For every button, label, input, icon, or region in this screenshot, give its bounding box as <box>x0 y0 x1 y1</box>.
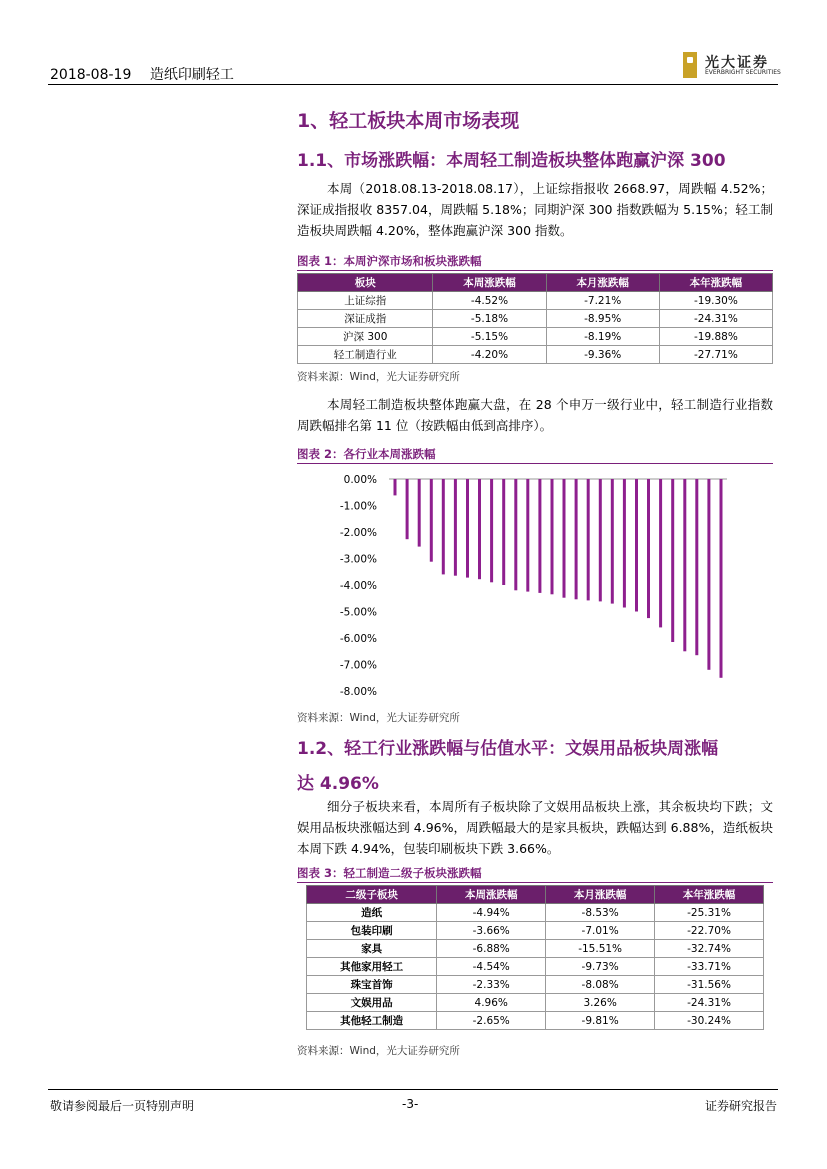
chart-bar <box>454 479 457 576</box>
footer-report-type: 证券研究报告 <box>705 1099 778 1113</box>
table-cell: -8.19% <box>546 328 659 346</box>
logo-mark-icon <box>683 52 697 78</box>
table-cell: -31.56% <box>655 976 764 994</box>
table-cell: 轻工制造行业 <box>298 346 433 364</box>
table-cell: 造纸 <box>307 904 437 922</box>
table-cell: -8.95% <box>546 310 659 328</box>
page-number: -3- <box>402 1097 419 1111</box>
table-cell: -2.65% <box>437 1012 546 1030</box>
chart-bar <box>418 479 421 547</box>
footer-disclaimer: 敬请参阅最后一页特别声明 <box>50 1099 195 1113</box>
chart-bar <box>563 479 566 598</box>
chart-bar <box>587 479 590 600</box>
table-cell: -4.52% <box>433 292 546 310</box>
table-row <box>307 994 764 1012</box>
table-cell: -4.54% <box>437 958 546 976</box>
company-logo <box>683 52 783 78</box>
table-row <box>298 328 773 346</box>
section-1-1-title: 1.1、市场涨跌幅：本周轻工制造板块整体跑赢沪深 300 <box>297 151 726 171</box>
table-cell: -19.88% <box>659 328 772 346</box>
y-tick-label: -3.00% <box>339 553 377 566</box>
page-header <box>50 64 248 84</box>
chart-bar <box>720 479 723 678</box>
section-1-2-title <box>297 734 718 794</box>
table-cell: 3.26% <box>546 994 655 1012</box>
table-cell: -9.81% <box>546 1012 655 1030</box>
table-cell: -4.20% <box>433 346 546 364</box>
table-cell: -2.33% <box>437 976 546 994</box>
chart-bar <box>551 479 554 594</box>
table-cell: -33.71% <box>655 958 764 976</box>
chart-bar <box>466 479 469 578</box>
chart-bar <box>394 479 397 495</box>
table-row <box>298 292 773 310</box>
column-header: 本年涨跌幅 <box>655 886 764 904</box>
section-1-2-paragraph: 细分子板块来看，本周所有子板块除了文娱用品板块上涨，其余板块均下跌；文娱用品板块涨幅达到 4.96%，周跌幅最大的是家具板块，跌幅达到 6.88%，造纸板块本周下跌 4.94%，包装印刷板块下跌 3.66%。 <box>297 799 773 856</box>
table-row <box>298 310 773 328</box>
table-cell: 家具 <box>307 940 437 958</box>
market-performance-table <box>297 273 773 364</box>
y-tick-label: 0.00% <box>343 474 377 486</box>
table-cell: -9.36% <box>546 346 659 364</box>
chart-bar <box>707 479 710 670</box>
table-cell: -9.73% <box>546 958 655 976</box>
header-sector: 造纸印刷轻工 <box>149 67 234 83</box>
chart-bar <box>526 479 529 592</box>
table-3-title-rule <box>297 882 773 883</box>
section-1-2-title-line1: 1.2、轻工行业涨跌幅与估值水平：文娱用品板块周涨幅 <box>297 739 719 759</box>
table-cell: 沪深 300 <box>298 328 433 346</box>
figure-2-title: 图表 2：各行业本周涨跌幅 <box>297 447 436 461</box>
chart-bar <box>683 479 686 651</box>
table-cell: 4.96% <box>437 994 546 1012</box>
logo-text-cn: 光大证券 <box>705 55 769 71</box>
sub-sector-table <box>306 885 764 1030</box>
chart-bar <box>478 479 481 579</box>
table-cell: 珠宝首饰 <box>307 976 437 994</box>
chart-bar <box>575 479 578 599</box>
table-cell: -7.21% <box>546 292 659 310</box>
industry-return-chart <box>297 465 773 710</box>
y-tick-label: -5.00% <box>339 606 377 619</box>
table-row <box>307 904 764 922</box>
column-header: 本周涨跌幅 <box>433 274 546 292</box>
y-tick-label: -2.00% <box>339 527 377 539</box>
table-cell: -24.31% <box>655 994 764 1012</box>
chart-bar <box>442 479 445 574</box>
table-cell: 包装印刷 <box>307 922 437 940</box>
table-cell: -6.88% <box>437 940 546 958</box>
chart-bar <box>406 479 409 539</box>
table-row <box>307 922 764 940</box>
table-header-row <box>307 886 764 904</box>
footer-divider <box>48 1089 778 1090</box>
table-cell: -15.51% <box>546 940 655 958</box>
table-cell: -4.94% <box>437 904 546 922</box>
table-cell: -5.18% <box>433 310 546 328</box>
table-cell: -19.30% <box>659 292 772 310</box>
chart-bar <box>514 479 517 590</box>
table-cell: -8.53% <box>546 904 655 922</box>
chart-bar <box>671 479 674 642</box>
figure-2-title-rule <box>297 463 773 464</box>
chart-bar <box>695 479 698 655</box>
table-cell: 其他家用轻工 <box>307 958 437 976</box>
table-cell: -7.01% <box>546 922 655 940</box>
table-cell: -30.24% <box>655 1012 764 1030</box>
chart-bar <box>490 479 493 582</box>
column-header: 本年涨跌幅 <box>659 274 772 292</box>
chart-bar <box>430 479 433 562</box>
table-row <box>307 1012 764 1030</box>
table-cell: -24.31% <box>659 310 772 328</box>
header-date: 2018-08-19 <box>50 67 132 83</box>
table-row <box>298 346 773 364</box>
table-row <box>307 976 764 994</box>
chart-bar <box>635 479 638 612</box>
chart-bar <box>599 479 602 601</box>
chart-bar <box>538 479 541 593</box>
table-row <box>307 958 764 976</box>
table-1-title-rule <box>297 270 773 271</box>
column-header: 本周涨跌幅 <box>437 886 546 904</box>
table-1-title: 图表 1：本周沪深市场和板块涨跌幅 <box>297 254 482 268</box>
header-divider <box>48 84 778 85</box>
y-tick-label: -6.00% <box>339 633 377 645</box>
y-tick-label: -4.00% <box>339 580 377 592</box>
table-cell: -8.08% <box>546 976 655 994</box>
column-header: 本月涨跌幅 <box>546 886 655 904</box>
chart-bar <box>623 479 626 608</box>
y-tick-label: -8.00% <box>339 686 377 698</box>
table-cell: -25.31% <box>655 904 764 922</box>
table-1-source: 资料来源：Wind，光大证券研究所 <box>297 371 460 383</box>
logo-text-en: EVERBRIGHT SECURITIES <box>705 69 781 76</box>
chart-bar <box>611 479 614 604</box>
table-header-row <box>298 274 773 292</box>
figure-2-source: 资料来源：Wind，光大证券研究所 <box>297 712 460 724</box>
table-cell: 文娱用品 <box>307 994 437 1012</box>
chart-bar <box>659 479 662 627</box>
column-header: 本月涨跌幅 <box>546 274 659 292</box>
column-header: 二级子板块 <box>307 886 437 904</box>
table-cell: 上证综指 <box>298 292 433 310</box>
y-tick-label: -7.00% <box>339 659 377 672</box>
column-header: 板块 <box>298 274 433 292</box>
table-cell: -22.70% <box>655 922 764 940</box>
industry-ranking-paragraph: 本周轻工制造板块整体跑赢大盘，在 28 个申万一级行业中，轻工制造行业指数周跌幅排名第 11 位（按跌幅由低到高排序）。 <box>297 397 773 433</box>
table-3-source: 资料来源：Wind，光大证券研究所 <box>297 1045 460 1057</box>
table-cell: -3.66% <box>437 922 546 940</box>
section-1-1-paragraph: 本周（2018.08.13-2018.08.17），上证综指报收 2668.97，周跌幅 4.52%；深证成指报收 8357.04，周跌幅 5.18%；同期沪深 300 指数跌幅为 5.15%；轻工制造板块周跌幅 4.20%，整体跑赢沪深 300 指数。 <box>297 181 773 238</box>
table-3-title: 图表 3：轻工制造二级子板块涨跌幅 <box>297 866 482 880</box>
table-cell: -32.74% <box>655 940 764 958</box>
chart-bar <box>647 479 650 618</box>
table-row <box>307 940 764 958</box>
y-tick-label: -1.00% <box>339 500 377 513</box>
table-cell: -27.71% <box>659 346 772 364</box>
table-cell: 其他轻工制造 <box>307 1012 437 1030</box>
chart-bar <box>502 479 505 585</box>
table-cell: 深证成指 <box>298 310 433 328</box>
section-1-title: 1、轻工板块本周市场表现 <box>297 110 520 132</box>
table-cell: -5.15% <box>433 328 546 346</box>
section-1-2-title-line2: 达 4.96% <box>297 774 379 794</box>
